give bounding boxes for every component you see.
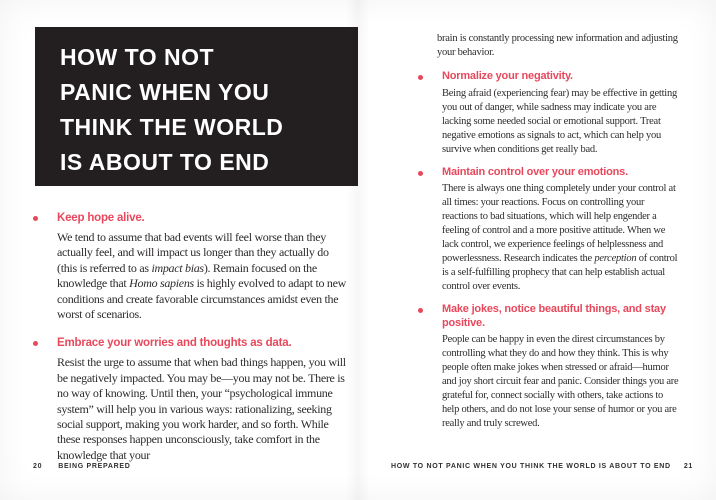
left-page-content: [33, 211, 348, 477]
bullet-icon: [418, 75, 423, 80]
running-header: BEING PREPARED: [58, 463, 131, 470]
bullet-icon: [418, 171, 423, 176]
section-body: We tend to assume that bad events will feel worse than they actually feel, and will impact us longer than they actually do (this is referred to as impact bias). Remain focused on the knowledge that Homo sapiens is highly evolved to adapt to new conditions and create favorable circumstances amidst even the worst of scenarios.: [57, 230, 346, 322]
section-heading: Embrace your worries and thoughts as data.: [57, 337, 292, 350]
section-body: Being afraid (experiencing fear) may be effective in getting you out of danger, while sadness may indicate you are lacking some needed social or emotional support. Treat negative emotions as signals to act, which can help you survive when conditions get really bad.: [442, 87, 677, 155]
chapter-title-box: [35, 27, 358, 186]
page-number: 20: [33, 463, 43, 470]
section-heading: Normalize your negativity.: [442, 70, 573, 82]
list-item: [33, 336, 348, 463]
section: [442, 303, 680, 431]
section: [442, 166, 680, 295]
chapter-title-line: THINK THE WORLD: [60, 114, 284, 140]
chapter-title-line: HOW TO NOT: [60, 44, 215, 70]
list-item: [418, 166, 680, 295]
running-header: HOW TO NOT PANIC WHEN YOU THINK THE WORLD IS ABOUT TO END: [390, 463, 671, 470]
right-page-content: [418, 32, 680, 440]
page-number: 21: [683, 463, 693, 470]
section-body: Resist the urge to assume that when bad things happen, you will be negatively impacted. You may be—you may not be. There is no way of knowing. Until then, your “psychological immune system” will help you in various ways: rationalizing, seeking social support, making you work harder, and so forth. While these responses happen unconsciously, take comfort in the knowledge that your: [57, 355, 346, 462]
chapter-title-line: PANIC WHEN YOU: [60, 79, 270, 105]
chapter-title-line: IS ABOUT TO END: [60, 149, 270, 175]
footer-left: [33, 463, 130, 470]
section: [57, 211, 348, 322]
list-item: [418, 303, 680, 431]
section-heading: Maintain control over your emotions.: [442, 165, 628, 178]
bullet-icon: [33, 341, 38, 346]
section-heading: Make jokes, notice beautiful things, and stay positive.: [442, 303, 666, 329]
section-heading: Keep hope alive.: [57, 212, 145, 224]
bullet-icon: [418, 308, 423, 313]
list-item: [33, 211, 348, 322]
section: [57, 336, 348, 463]
list-item: [418, 70, 680, 157]
section-body: There is always one thing completely under your control at all times: your reactions. Focus on controlling your reactions to bad situations, which will help engender a feeling of control and a more positive attitude. When we lack control, we experience feelings of helplessness and powerlessness. Research indicates the perception of control is a self-fulfilling prophecy that can help establish actual control over events.: [442, 183, 678, 292]
footer-right: [391, 463, 693, 470]
continuation-paragraph: brain is constantly processing new information and adjusting your behavior.: [437, 33, 678, 58]
right-page: [358, 0, 716, 500]
section-body: People can be happy in even the direst circumstances by controlling what they do and how they think. This is why people often make jokes when stressed or afraid—humor and joy short circuit fear and panic. Consider things you are grateful for, connect socially with others, take actions to help others, and do not lose your sense of humor or you are really and truly screwed.: [442, 334, 679, 429]
bullet-icon: [33, 216, 38, 221]
section: [442, 70, 680, 157]
